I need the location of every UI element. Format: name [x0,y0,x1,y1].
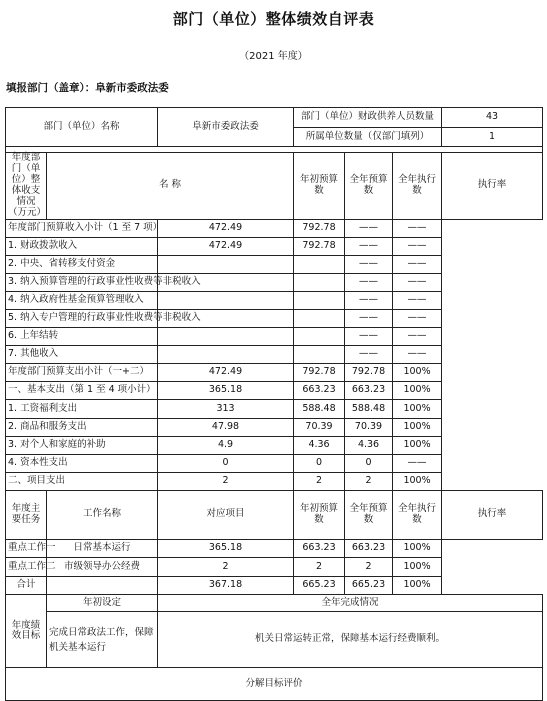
task-exec-value: 663.23 [345,539,393,558]
budget-exec-value: 70.39 [345,418,393,436]
staff-count-value: 43 [442,108,543,128]
task-initial-value: 367.18 [158,576,294,595]
budget-row [6,328,543,346]
unit-name-label: 部门（单位）名称 [6,108,158,147]
subunit-count-value: 1 [442,128,543,147]
tasks-header-rate: 执行率 [442,490,543,539]
budget-initial-value [158,255,294,273]
tasks-header-name: 工作名称 [47,490,158,539]
budget-initial-value: 472.49 [158,237,294,255]
budget-full-value [294,346,345,364]
budget-rate-value: —— [393,310,442,328]
budget-exec-value: —— [345,310,393,328]
task-full-value: 665.23 [294,576,345,595]
budget-rate-value: —— [393,328,442,346]
budget-header-exec: 全年执行数 [393,153,442,220]
budget-full-value: 792.78 [294,219,345,237]
budget-initial-value: 4.9 [158,436,294,454]
budget-full-value: 663.23 [294,382,345,400]
budget-exec-value: —— [345,237,393,255]
tasks-header-exec: 全年执行数 [393,490,442,539]
task-full-value: 2 [294,558,345,577]
tasks-header-project: 对应项目 [158,490,294,539]
budget-rate-value: —— [393,346,442,364]
goal-evaluation-heading: 分解目标评价 [6,668,543,701]
budget-item-name: 5. 纳入专户管理的行政事业性收费等非税收入 [6,310,158,328]
budget-side-label: 年度部门（单位）整体收支情况（万元） [6,153,47,220]
goals-done-value: 机关日常运转正常，保障基本运行经费顺利。 [158,612,543,668]
filling-department: 填报部门（盖章）：阜新市委政法委 [6,82,169,94]
budget-item-name: 一、基本支出（第 1 至 4 项小计） [6,382,158,400]
budget-rate-value: —— [393,273,442,291]
task-row [6,539,543,558]
budget-full-value: 70.39 [294,418,345,436]
task-rate-value: 100% [393,576,442,595]
budget-exec-value: 2 [345,472,393,490]
budget-item-name: 年度部门预算支出小计（一+二） [6,364,158,382]
budget-initial-value: 472.49 [158,364,294,382]
budget-header-initial: 年初预算数 [294,153,345,220]
budget-full-value: 2 [294,472,345,490]
budget-full-value [294,273,345,291]
budget-rate-value: 100% [393,472,442,490]
page-title: 部门（单位）整体绩效自评表 [172,10,375,28]
task-project-value: 市级领导办公经费 [47,558,158,577]
budget-rate-value: 100% [393,364,442,382]
task-full-value: 663.23 [294,539,345,558]
task-rate-value: 100% [393,558,442,577]
task-rate-value: 100% [393,539,442,558]
budget-rate-value: —— [393,237,442,255]
budget-rate-value: 100% [393,418,442,436]
budget-exec-value: —— [345,273,393,291]
budget-exec-value: —— [345,255,393,273]
budget-item-name: 3. 对个人和家庭的补助 [6,436,158,454]
budget-row [6,454,543,472]
budget-initial-value [158,328,294,346]
tasks-side-label: 年度主要任务 [6,490,47,539]
budget-full-value [294,310,345,328]
budget-exec-value: —— [345,291,393,309]
budget-item-name: 4. 纳入政府性基金预算管理收入 [6,291,158,309]
budget-header-rate: 执行率 [442,153,543,220]
budget-rate-value: 100% [393,400,442,418]
budget-full-value [294,255,345,273]
performance-table [5,107,543,701]
budget-item-name: 2. 中央、省转移支付资金 [6,255,158,273]
budget-item-name: 7. 其他收入 [6,346,158,364]
task-exec-value: 665.23 [345,576,393,595]
budget-full-value [294,328,345,346]
budget-full-value: 4.36 [294,436,345,454]
budget-item-name: 1. 财政拨款收入 [6,237,158,255]
budget-item-name: 2. 商品和服务支出 [6,418,158,436]
budget-initial-value: 47.98 [158,418,294,436]
task-name-value: 合计 [6,576,47,595]
budget-row [6,400,543,418]
budget-rate-value: —— [393,219,442,237]
budget-row [6,472,543,490]
budget-full-value: 792.78 [294,237,345,255]
budget-row [6,310,543,328]
unit-name-value: 阜新市委政法委 [158,108,294,147]
budget-initial-value: 472.49 [158,219,294,237]
budget-header-name: 名 称 [47,153,294,220]
budget-exec-value: —— [345,219,393,237]
budget-rate-value: 100% [393,436,442,454]
budget-item-name: 4. 资本性支出 [6,454,158,472]
budget-initial-value: 365.18 [158,382,294,400]
task-project-value [47,576,158,595]
task-project-value: 日常基本运行 [47,539,158,558]
task-exec-value: 2 [345,558,393,577]
budget-initial-value: 2 [158,472,294,490]
staff-count-label: 部门（单位）财政供养人员数量 [294,108,442,128]
budget-row [6,364,543,382]
budget-row [6,382,543,400]
budget-rate-value: —— [393,291,442,309]
budget-rate-value: —— [393,454,442,472]
task-name-value: 重点工作一 [6,539,47,558]
task-initial-value: 2 [158,558,294,577]
budget-full-value [294,291,345,309]
budget-rate-value: 100% [393,382,442,400]
budget-row [6,273,543,291]
budget-item-name: 1. 工资福利支出 [6,400,158,418]
budget-exec-value: —— [345,328,393,346]
subunit-count-label: 所属单位数量（仅部门填列） [294,128,442,147]
goals-done-label: 全年完成情况 [158,595,543,612]
budget-initial-value: 313 [158,400,294,418]
budget-item-name: 6. 上年结转 [6,328,158,346]
budget-full-value: 792.78 [294,364,345,382]
budget-row [6,219,543,237]
budget-row [6,255,543,273]
task-name-value: 重点工作二 [6,558,47,577]
budget-header-full: 全年预算数 [345,153,393,220]
report-year: （2021 年度） [239,51,308,62]
tasks-header-initial: 年初预算数 [294,490,345,539]
budget-exec-value: 4.36 [345,436,393,454]
budget-row [6,237,543,255]
budget-full-value: 0 [294,454,345,472]
budget-row [6,346,543,364]
task-row [6,576,543,595]
budget-rate-value: —— [393,255,442,273]
budget-row [6,291,543,309]
goals-side-label: 年度绩效目标 [6,595,47,668]
budget-exec-value: 663.23 [345,382,393,400]
budget-row [6,418,543,436]
budget-exec-value: 792.78 [345,364,393,382]
goals-set-value: 完成日常政法工作，保障机关基本运行 [47,612,158,668]
budget-initial-value: 0 [158,454,294,472]
tasks-header-full: 全年预算数 [345,490,393,539]
budget-item-name: 二、项目支出 [6,472,158,490]
budget-exec-value: 588.48 [345,400,393,418]
budget-exec-value: —— [345,346,393,364]
budget-exec-value: 0 [345,454,393,472]
budget-full-value: 588.48 [294,400,345,418]
task-row [6,558,543,577]
budget-initial-value [158,291,294,309]
budget-initial-value [158,346,294,364]
goals-set-label: 年初设定 [47,595,158,612]
budget-item-name: 年度部门预算收入小计（1 至 7 项） [6,219,158,237]
budget-item-name: 3. 纳入预算管理的行政事业性收费等非税收入 [6,273,158,291]
budget-row [6,436,543,454]
task-initial-value: 365.18 [158,539,294,558]
